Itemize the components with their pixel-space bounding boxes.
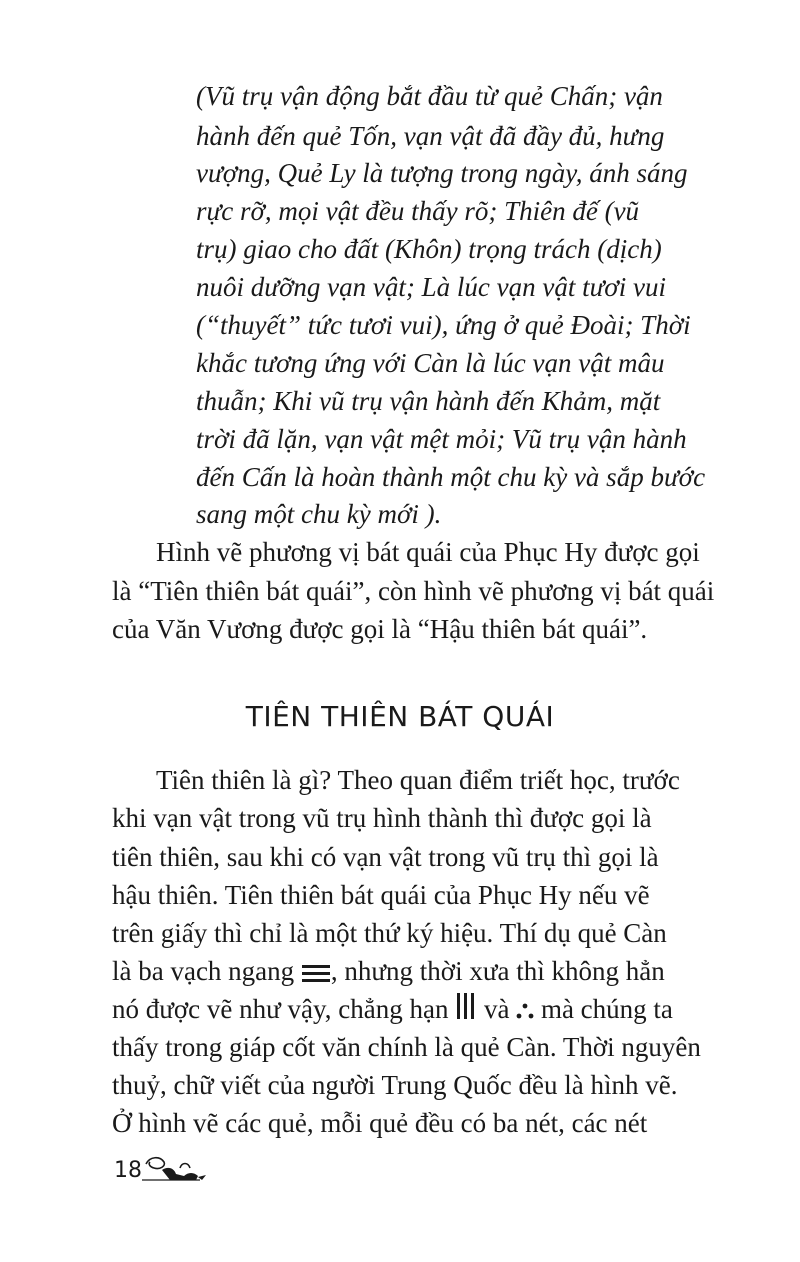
- paragraph-line: Ở hình vẽ các quẻ, mỗi quẻ đều có ba nét, các nét: [112, 1108, 648, 1138]
- quote-line: trụ) giao cho đất (Khôn) trọng trách (dịch): [196, 234, 662, 264]
- paragraph-line: trên giấy thì chỉ là một thứ ký hiệu. Thí dụ quẻ Càn: [112, 918, 667, 948]
- text-segment: và: [483, 994, 510, 1024]
- text-segment: , nhưng thời xưa thì không hẳn: [330, 956, 665, 986]
- quote-line: trời đã lặn, vạn vật mệt mỏi; Vũ trụ vận hành: [196, 424, 687, 454]
- page-number: 18: [114, 1158, 142, 1183]
- paragraph-line: thuỷ, chữ viết của người Trung Quốc đều là hình vẽ.: [112, 1070, 678, 1100]
- trigram-three-lines-icon: [301, 954, 331, 994]
- section-heading: TIÊN THIÊN BÁT QUÁI: [245, 700, 555, 733]
- three-dots-icon: [516, 992, 534, 1032]
- text-segment: là ba vạch ngang: [112, 956, 295, 986]
- paragraph-line: khi vạn vật trong vũ trụ hình thành thì được gọi là: [112, 803, 652, 833]
- paragraph-line: là “Tiên thiên bát quái”, còn hình vẽ phương vị bát quái: [112, 576, 715, 606]
- quote-line: nuôi dưỡng vạn vật; Là lúc vạn vật tươi vui: [196, 272, 666, 302]
- paragraph-line: Hình vẽ phương vị bát quái của Phục Hy được gọi: [156, 537, 700, 567]
- quote-line: hành đến quẻ Tốn, vạn vật đã đầy đủ, hưng: [196, 121, 665, 151]
- quote-line: khắc tương ứng với Càn là lúc vạn vật mâu: [196, 348, 665, 378]
- quote-line: (“thuyết” tức tươi vui), ứng ở quẻ Đoài; Thời: [196, 310, 691, 340]
- paragraph-line: [112, 989, 673, 1032]
- text-segment: nó được vẽ như vậy, chẳng hạn: [112, 994, 449, 1024]
- text-segment: mà chúng ta: [540, 994, 673, 1024]
- quote-line: (Vũ trụ vận động bắt đầu từ quẻ Chấn; vận: [196, 81, 663, 111]
- quote-line: thuẫn; Khi vũ trụ vận hành đến Khảm, mặt: [196, 386, 661, 416]
- paragraph-line: thấy trong giáp cốt văn chính là quẻ Càn. Thời nguyên: [112, 1032, 701, 1062]
- page-ornament-icon: [140, 1150, 210, 1190]
- quote-line: rực rỡ, mọi vật đều thấy rõ; Thiên đế (vũ: [196, 196, 640, 226]
- quote-line: sang một chu kỳ mới ).: [196, 499, 442, 529]
- paragraph-line: của Văn Vương được gọi là “Hậu thiên bát quái”.: [112, 614, 648, 644]
- quote-line: đến Cấn là hoàn thành một chu kỳ và sắp bước: [196, 462, 706, 492]
- paragraph-line: hậu thiên. Tiên thiên bát quái của Phục Hy nếu vẽ: [112, 880, 650, 910]
- paragraph-line: tiên thiên, sau khi có vạn vật trong vũ trụ thì gọi là: [112, 842, 659, 872]
- paragraph-line: Tiên thiên là gì? Theo quan điểm triết học, trước: [156, 765, 680, 795]
- paragraph-line: [112, 951, 665, 994]
- quote-line: vượng, Quẻ Ly là tượng trong ngày, ánh sáng: [196, 158, 688, 188]
